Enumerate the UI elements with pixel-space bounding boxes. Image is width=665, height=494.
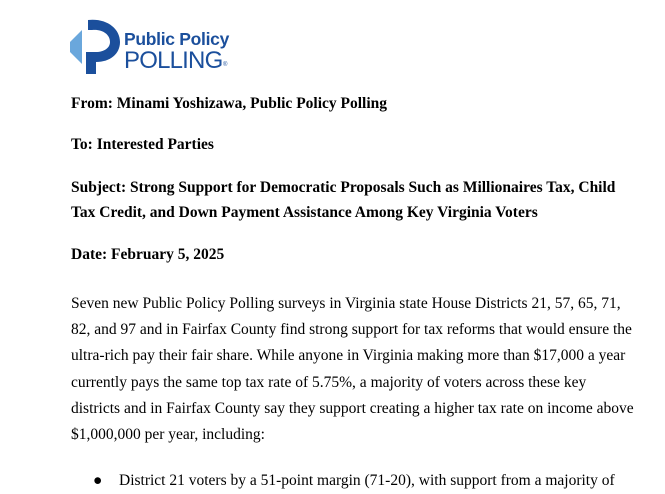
logo-trademark: ®	[223, 62, 228, 68]
memo-to	[71, 132, 651, 157]
paragraph-line: currently pays the same top tax rate of 5.75%, a majority of voters across these key	[71, 373, 587, 391]
paragraph-line: $1,000,000 per year, including:	[71, 426, 265, 444]
memo-subject	[71, 175, 651, 225]
logo-line-1: Public Policy	[124, 29, 230, 49]
from-value: Minami Yoshizawa, Public Policy Polling	[116, 95, 388, 112]
paragraph-line: districts and in Fairfax County say they support creating a higher tax rate on income above	[71, 399, 634, 417]
bullet-dot-icon: ●	[93, 472, 103, 489]
subject-line-2: Tax Credit, and Down Payment Assistance Among Key Virginia Voters	[71, 204, 538, 221]
memo-date	[71, 242, 651, 267]
date-value: February 5, 2025	[111, 246, 225, 263]
to-label: To:	[71, 136, 93, 153]
logo-mark-icon	[70, 20, 120, 74]
paragraph-line: 82, and 97 and in Fairfax County find strong support for tax reforms that would ensure the	[71, 321, 632, 339]
memo-from	[71, 91, 651, 116]
subject-line-1: Strong Support for Democratic Proposals Such as Millionaires Tax, Child	[129, 179, 616, 196]
logo-line-2: POLLING	[124, 47, 223, 74]
body-paragraph	[71, 291, 661, 448]
from-label: From:	[71, 95, 113, 112]
bullet-text: District 21 voters by a 51-point margin (71-20), with support from a majority of	[119, 472, 615, 489]
paragraph-line: Seven new Public Policy Polling surveys in Virginia state House Districts 21, 57, 65, 71,	[71, 295, 621, 312]
date-label: Date:	[71, 246, 108, 263]
to-value: Interested Parties	[96, 136, 214, 153]
paragraph-line: ultra-rich pay their fair share. While anyone in Virginia making more than $17,000 a year	[71, 347, 626, 365]
subject-label: Subject:	[71, 179, 127, 196]
